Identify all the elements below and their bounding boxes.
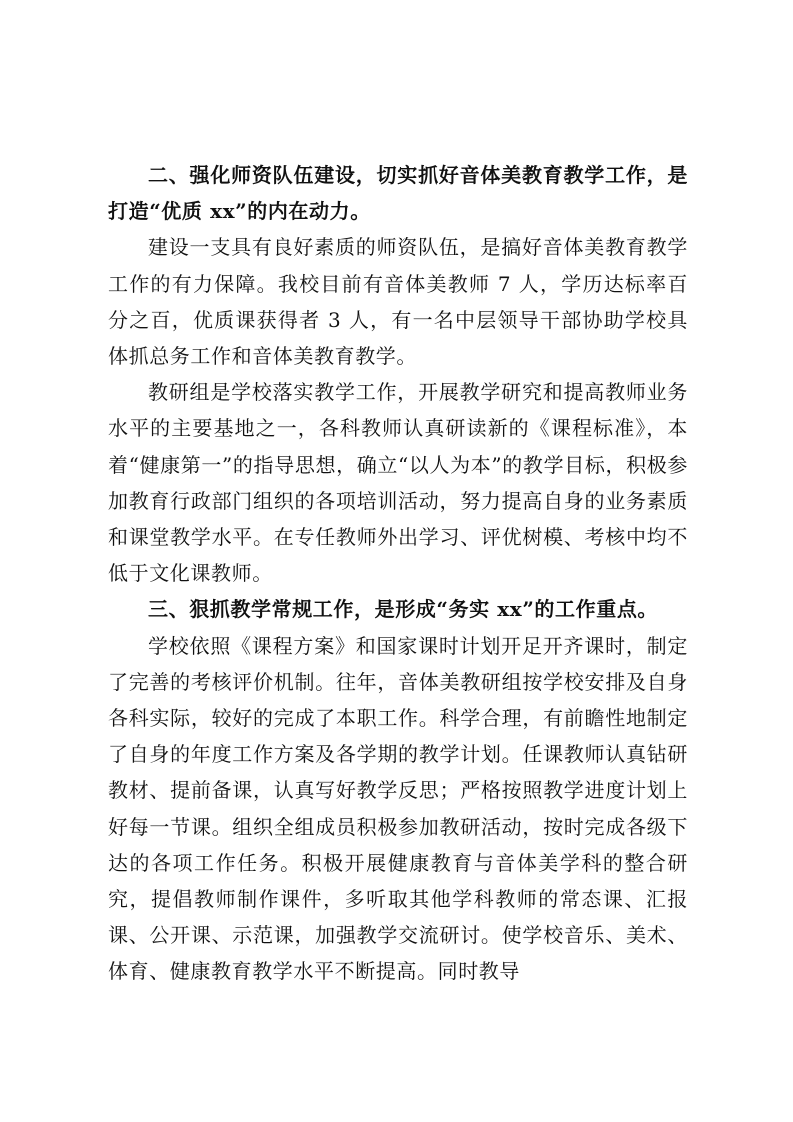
section-3-heading: 三、狠抓教学常规工作，是形成“务实 xx”的工作重点。 bbox=[148, 597, 659, 622]
document-body bbox=[108, 157, 688, 990]
section-3-paragraph-1: 学校依照《课程方案》和国家课时计划开足开齐课时，制定了完善的考核评价机制。往年，音体美教研组按学校安排及自身各科实际，较好的完成了本职工作。科学合理，有前瞻性地制定了自身的年度工作方案及各学期的教学计划。任课教师认真钻研教材、提前备课，认真写好教学反思；严格按照教学进度计划上好每一节课。组织全组成员积极参加教研活动，按时完成各级下达的各项工作任务。积极开展健康教育与音体美学科的整合研究，提倡教师制作课件，多听取其他学科教师的常态课、汇报课、公开课、示范课，加强教学交流研讨。使学校音乐、美术、体育、健康教育教学水平不断提高。同时教导 bbox=[108, 633, 688, 984]
section-2-heading: 二、强化师资队伍建设，切实抓好音体美教育教学工作，是打造“优质 xx”的内在动力。 bbox=[108, 163, 688, 224]
section-2-paragraph-1: 建设一支具有良好素质的师资队伍，是搞好音体美教育教学工作的有力保障。我校目前有音体美教师 7 人，学历达标率百分之百，优质课获得者 3 人，有一名中层领导干部协助学校具体抓总务工作和音体美教育教学。 bbox=[108, 235, 688, 369]
section-2-paragraph-2: 教研组是学校落实教学工作，开展教学研究和提高教师业务水平的主要基地之一，各科教师认真研读新的《课程标准》，本着“健康第一”的指导思想，确立“以人为本”的教学目标，积极参加教育行政部门组织的各项培训活动，努力提高自身的业务素质和课堂教学水平。在专任教师外出学习、评优树模、考核中均不低于文化课教师。 bbox=[108, 380, 688, 586]
